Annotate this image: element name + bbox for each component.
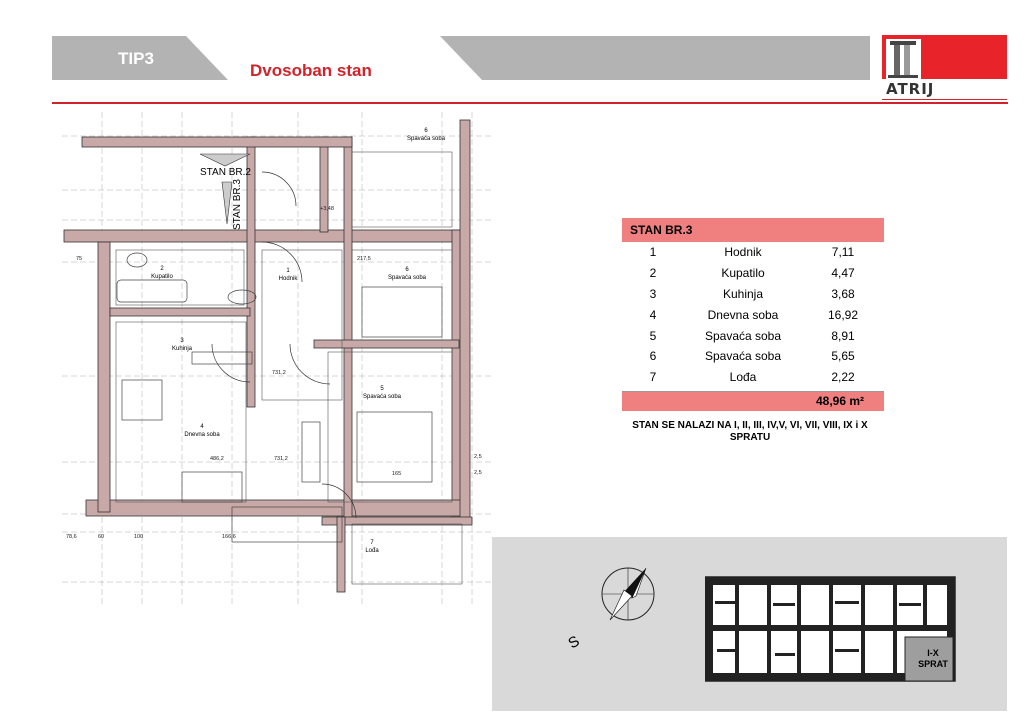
table-row — [622, 367, 884, 388]
row-area: 5,65 — [831, 349, 855, 364]
dim-label: 165 — [392, 471, 402, 477]
compass-letter: S — [565, 632, 583, 653]
dim-label: 2,5 — [474, 470, 482, 476]
plan-room-name-4: Dnevna soba — [184, 432, 220, 438]
tip-label: TIP3 — [118, 49, 154, 68]
row-num: 5 — [649, 328, 657, 343]
row-num: 1 — [649, 245, 657, 260]
row-area: 8,91 — [831, 328, 855, 343]
dim-label: 731,2 — [274, 456, 288, 462]
plan-room-name-6b: Spavaća soba — [406, 136, 446, 142]
plan-room-name-2: Kupatilo — [151, 274, 173, 280]
plan-room-num-4: 4 — [200, 424, 204, 430]
neighbor-label: STAN BR.2 — [200, 167, 251, 178]
plan-room-name-1: Hodnik — [278, 276, 298, 282]
area-table-heading: STAN BR.3 — [622, 218, 884, 242]
plan-room-num-6: 6 — [405, 267, 409, 273]
dim-label: 217,5 — [357, 256, 371, 262]
row-name: Hodnik — [724, 245, 762, 260]
row-num: 6 — [649, 349, 657, 364]
table-row — [622, 242, 884, 263]
floor-marker — [911, 648, 955, 670]
dim-label: 78,6 — [66, 534, 77, 540]
row-area: 16,92 — [827, 307, 859, 322]
dim-label: 486,2 — [210, 456, 224, 462]
row-area: 2,22 — [831, 370, 855, 385]
floor-note: STAN SE NALAZI NA I, II, III, IV,V, VI, VII, VIII, IX i X SPRATU — [632, 420, 868, 443]
plan-room-name-6: Spavaća soba — [387, 275, 427, 281]
header-divider — [52, 102, 1008, 104]
table-row — [622, 284, 884, 305]
row-area: 4,47 — [831, 266, 855, 281]
header-band-right — [440, 36, 870, 80]
dim-label: 60 — [98, 534, 105, 540]
dim-label: 731,2 — [272, 370, 286, 376]
area-table — [622, 218, 884, 411]
plan-room-num-6b: 6 — [424, 128, 428, 134]
table-row — [622, 263, 884, 284]
row-area: 3,68 — [831, 286, 855, 301]
plan-room-num-5: 5 — [380, 386, 384, 392]
table-row — [622, 325, 884, 346]
plan-room-num-1: 1 — [286, 268, 290, 274]
unit-plan-label: STAN BR.3 — [232, 179, 243, 230]
dim-label: 2,5 — [474, 454, 482, 460]
brand-name: ATRIJ — [886, 80, 935, 98]
plan-room-num-3: 3 — [180, 338, 184, 344]
plan-room-name-3: Kuhinja — [171, 346, 193, 352]
row-num: 3 — [649, 286, 657, 301]
floor-plan — [62, 112, 494, 604]
dim-label: 166,6 — [222, 534, 236, 540]
plan-room-num-2: 2 — [160, 266, 164, 272]
total-area: 48,96 m² — [622, 391, 884, 411]
plan-room-num-7: 7 — [370, 540, 374, 546]
floor-range: I-X — [927, 648, 939, 658]
compass-icon — [596, 562, 660, 626]
plan-room-name-7: Lođa — [365, 548, 379, 554]
row-name: Spavaća soba — [704, 328, 782, 343]
row-num: 7 — [649, 370, 657, 385]
row-num: 4 — [649, 307, 657, 322]
row-name: Kuhinja — [722, 286, 764, 301]
page-title: Dvosoban stan — [250, 61, 372, 80]
row-name: Lođa — [729, 370, 757, 385]
dim-label: 75 — [76, 256, 83, 262]
row-num: 2 — [649, 266, 657, 281]
row-area: 7,11 — [831, 245, 855, 260]
floor-word: SPRAT — [918, 659, 948, 669]
dim-label: 100 — [134, 534, 144, 540]
row-name: Kupatilo — [721, 266, 765, 281]
row-name: Dnevna soba — [707, 307, 779, 322]
plan-room-name-5: Spavaća soba — [362, 394, 402, 400]
row-name: Spavaća soba — [704, 349, 782, 364]
dim-label: +3,48 — [320, 206, 334, 212]
table-row — [622, 304, 884, 325]
table-row — [622, 346, 884, 367]
